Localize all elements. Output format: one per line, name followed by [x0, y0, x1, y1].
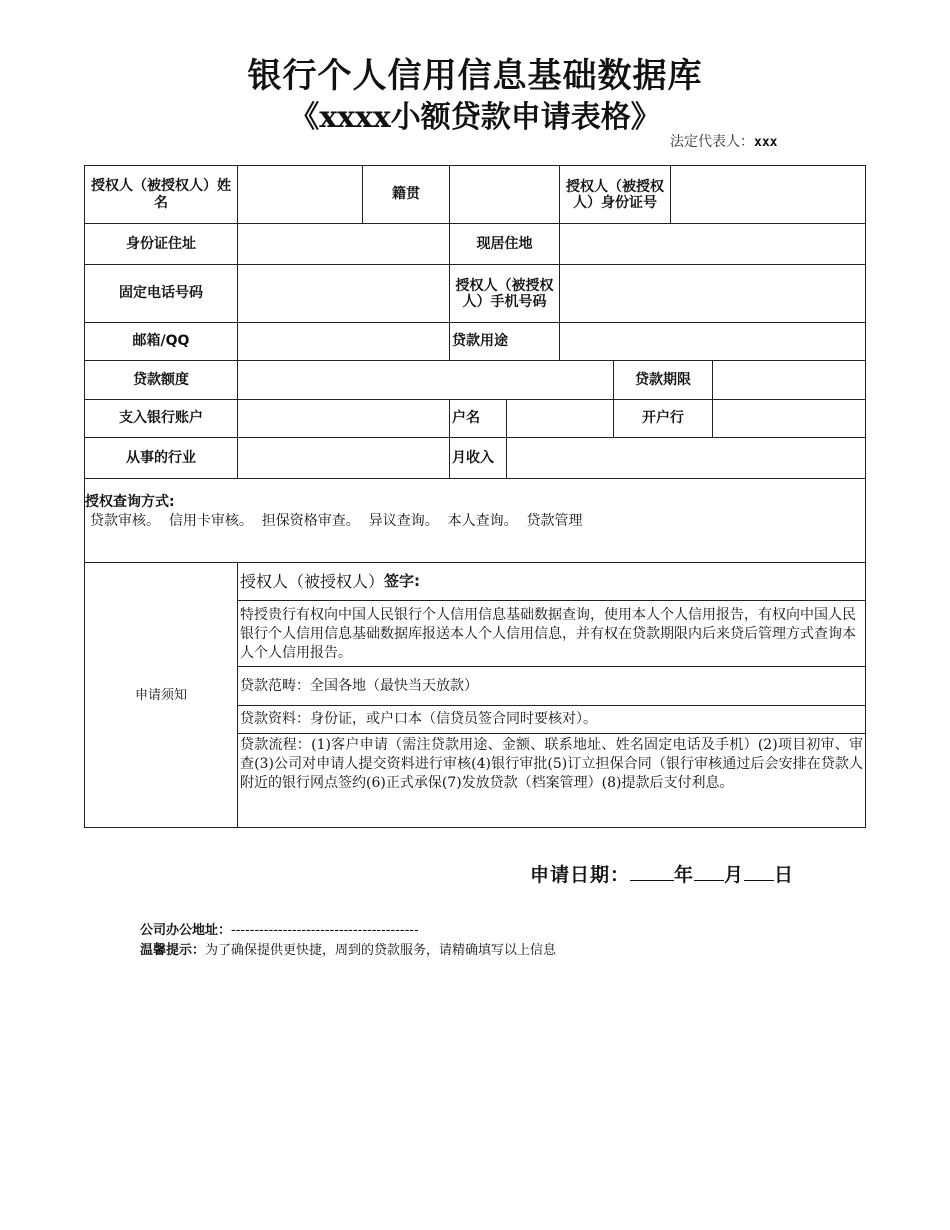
office-address-label: 公司办公地址： [140, 923, 232, 938]
authorization-text: 特授贵行有权向中国人民银行个人信用信息基础数据查询，使用本人个人信用报告，有权向中国人民银行个人信用信息基础数据库报送本人个人信用信息，并有权在贷款期限内后来贷后管理方式查询本人个人信用报告。 [240, 607, 856, 661]
loan-term-field[interactable] [713, 361, 865, 399]
landline-field[interactable] [238, 265, 449, 322]
name-label: 授权人（被授权人）姓名 [91, 177, 231, 211]
loan-materials-text: 贷款资料：身份证，或户口本（信贷员签合同时要核对）。 [240, 711, 597, 727]
current-address-label: 现居住地 [476, 235, 533, 252]
id-number-field[interactable] [671, 166, 865, 223]
monthly-income-label: 月收入 [452, 449, 494, 466]
legal-representative-label: 法定代表人： [670, 134, 754, 150]
notice-row-divider [237, 705, 866, 706]
id-address-label: 身份证住址 [126, 235, 196, 252]
account-name-label: 户名 [452, 410, 480, 426]
loan-purpose-label: 贷款用途 [452, 333, 508, 349]
landline-label: 固定电话号码 [119, 285, 203, 301]
id-number-label: 授权人（被授权人）身份证号 [566, 178, 664, 211]
day-label: 日 [774, 864, 795, 886]
notice-row-divider [237, 666, 866, 667]
legal-representative [670, 131, 777, 151]
industry-label: 从事的行业 [126, 449, 196, 466]
legal-representative-value: xxx [754, 135, 778, 150]
year-label: 年 [674, 864, 695, 886]
name-field[interactable] [238, 166, 362, 223]
loan-amount-field[interactable] [238, 361, 613, 399]
document-subtitle: 《xxxx小额贷款申请表格》 [289, 100, 661, 135]
table-border-bottom [84, 827, 866, 828]
notice-side-label: 申请须知 [134, 687, 187, 703]
warm-tip-text: 为了确保提供更快捷，周到的贷款服务，请精确填写以上信息 [205, 943, 557, 958]
warm-tip-label: 温馨提示： [140, 943, 206, 958]
application-date [530, 860, 794, 887]
current-address-field[interactable] [560, 224, 865, 264]
mobile-field[interactable] [560, 265, 865, 322]
monthly-income-field[interactable] [507, 438, 865, 478]
industry-field[interactable] [238, 438, 449, 478]
bank-account-field[interactable] [238, 400, 449, 437]
loan-term-label: 贷款期限 [635, 371, 691, 388]
month-label: 月 [724, 864, 745, 886]
warm-tip [140, 939, 556, 958]
date-label: 申请日期： [530, 864, 631, 886]
office-address-value: ---------------------------------------- [231, 923, 419, 938]
notice-row-divider [237, 733, 866, 734]
loan-process-text: 贷款流程：(1)客户申请（需注贷款用途、金额、联系地址、姓名固定电话及手机）(2)项目初审、审查(3)公司对申请人提交资料进行审核(4)银行审批(5)订立担保合同（银行审核通过后会安排在贷款人附近的银行网点签约(6)正式承保(7)发放贷款（档案管理）(8)提款后支付利息。 [240, 737, 863, 791]
row-divider [84, 478, 866, 479]
loan-scope-text: 贷款范畴：全国各地（最快当天放款） [240, 678, 478, 694]
loan-purpose-field[interactable] [560, 323, 865, 360]
day-field[interactable] [744, 862, 774, 881]
notice-row-divider [237, 600, 866, 601]
bank-account-label: 支入银行账户 [119, 410, 203, 426]
query-methods-list: 贷款审核。 信用卡审核。 担保资格审查。 异议查询。 本人查询。 贷款管理 [90, 513, 583, 529]
signature-field[interactable] [380, 566, 860, 598]
bank-branch-field[interactable] [713, 400, 865, 437]
document-title: 银行个人信用信息基础数据库 [247, 56, 703, 96]
bank-branch-label: 开户行 [642, 410, 684, 426]
account-name-field[interactable] [507, 400, 613, 437]
month-field[interactable] [694, 862, 724, 881]
id-address-field[interactable] [238, 224, 449, 264]
office-address [140, 919, 419, 938]
email-field[interactable] [238, 323, 449, 360]
signature-label: 签字: [384, 572, 421, 590]
native-place-field[interactable] [450, 166, 559, 223]
loan-amount-label: 贷款额度 [133, 371, 189, 388]
email-label: 邮箱/QQ [132, 333, 190, 349]
query-method-label: 授权查询方式: [85, 494, 175, 510]
signature-prefix: 授权人（被授权人） [240, 572, 385, 591]
mobile-label: 授权人（被授权人）手机号码 [455, 277, 554, 310]
native-place-label: 籍贯 [392, 186, 420, 202]
year-field[interactable] [630, 862, 674, 881]
